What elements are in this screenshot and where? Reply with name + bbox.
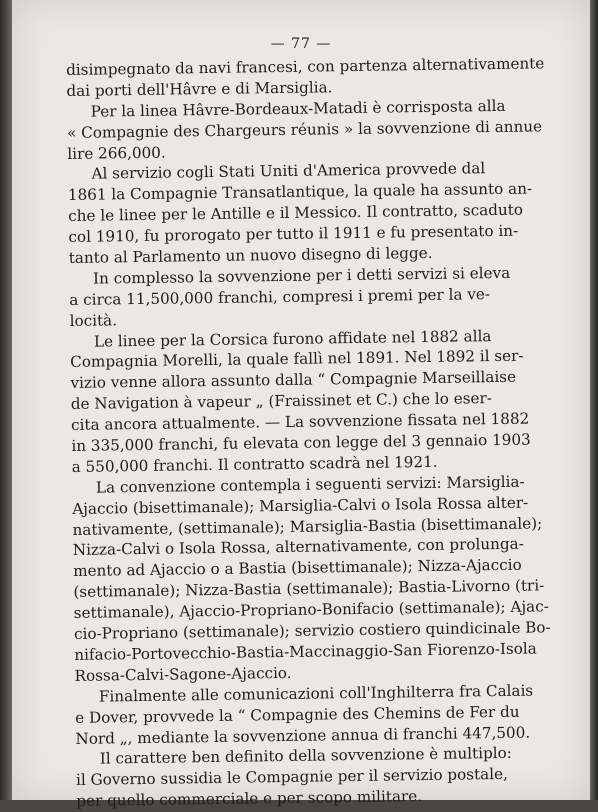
text-line: e Dover, provvede la “ Compagnie des Chemins de Fer du xyxy=(75,702,520,727)
text-line: disimpegnato da navi francesi, con partenza alternativamente xyxy=(66,54,545,79)
text-line: Compagnia Morelli, la quale fallì nel 1891. Nel 1892 il ser- xyxy=(70,347,524,372)
text-line: lire 266,000. xyxy=(67,143,166,163)
text-line: vizio venne allora assunto dalla “ Compagnie Marseillaise xyxy=(70,368,517,393)
text-line: de Navigation à vapeur „ (Fraissinet et C.) che lo eser- xyxy=(70,389,492,414)
body-text xyxy=(66,54,551,812)
text-line: Il carattere ben definito della sovvenzione è multiplo: xyxy=(99,744,512,768)
text-line: Per la linea Hâvre-Bordeaux-Matadi è corrisposta alla xyxy=(90,96,506,121)
text-line: dai porti dell'Hâvre e di Marsiglia. xyxy=(66,78,333,100)
text-line: per quello commerciale e per scopo militare. xyxy=(76,787,423,811)
text-line: cio-Propriano (settimanale); servizio costiero quindicinale Bo- xyxy=(73,618,551,643)
text-line: « Compagnie des Chargeurs réunis » la sovvenzione di annue xyxy=(66,117,543,142)
text-line: Nord „, mediante la sovvenzione annua di franchi 447,500. xyxy=(75,723,531,748)
text-line: in 335,000 franchi, fu elevata con legge del 3 gennaio 1903 xyxy=(71,430,531,455)
text-line: il Governo sussidia le Compagnie per il servizio postale, xyxy=(75,765,508,790)
text-line: nifacio-Portovecchio-Bastia-Maccinaggio-San Fiorenzo-Isola xyxy=(74,639,537,664)
text-line: a circa 11,500,000 franchi, compresi i premi per la ve- xyxy=(69,284,491,309)
scan-edge-left xyxy=(0,0,12,800)
text-line: cita ancora attualmente. — La sovvenzione fissata nel 1882 xyxy=(70,409,530,435)
text-line: In complesso la sovvenzione per i detti servizi si eleva xyxy=(92,263,511,288)
page-number: — 77 — xyxy=(270,36,332,52)
book-page xyxy=(12,0,590,811)
text-line: nativamente, (settimanale); Marsiglia-Bastia (bisettimanale); xyxy=(72,513,543,539)
scan-edge-right xyxy=(590,0,598,800)
text-line: Le linee per la Corsica furono affidate nel 1882 alla xyxy=(93,326,492,351)
text-line: 1861 la Compagnie Transatlantique, la quale ha assunto an- xyxy=(67,179,533,205)
text-line: Finalmente alle comunicazioni coll'Inghilterra fra Calais xyxy=(98,681,534,706)
text-line: Ajaccio (bisettimanale); Marsiglia-Calvi o Isola Rossa alter- xyxy=(72,493,529,518)
text-line: mento ad Ajaccio o a Bastia (bisettimanale); Nizza-Ajaccio xyxy=(73,556,522,581)
text-line: Al servizio cogli Stati Uniti d'America provvede dal xyxy=(91,159,486,184)
text-line: La convenzione contempla i seguenti servizi: Marsiglia- xyxy=(95,472,525,497)
text-line: (settimanale); Nizza-Bastia (settimanale); Bastia-Livorno (tri- xyxy=(73,576,545,602)
text-line: a 550,000 franchi. Il contratto scadrà nel 1921. xyxy=(71,452,438,476)
text-line: locità. xyxy=(69,311,118,330)
text-line: settimanale), Ajaccio-Propriano-Bonifacio (settimanale); Ajac- xyxy=(73,597,549,623)
text-line: Nizza-Calvi o Isola Rossa, alternativamente, con prolunga- xyxy=(72,535,524,560)
text-line: Rossa-Calvi-Sagone-Ajaccio. xyxy=(74,663,292,685)
text-line: col 1910, fu prorogato per tutto il 1911 e fu presentato in- xyxy=(68,221,519,247)
text-line: tanto al Parlamento un nuovo disegno di legge. xyxy=(68,243,433,267)
text-line: che le linee per le Antille e il Messico. Il contratto, scaduto xyxy=(68,200,524,226)
